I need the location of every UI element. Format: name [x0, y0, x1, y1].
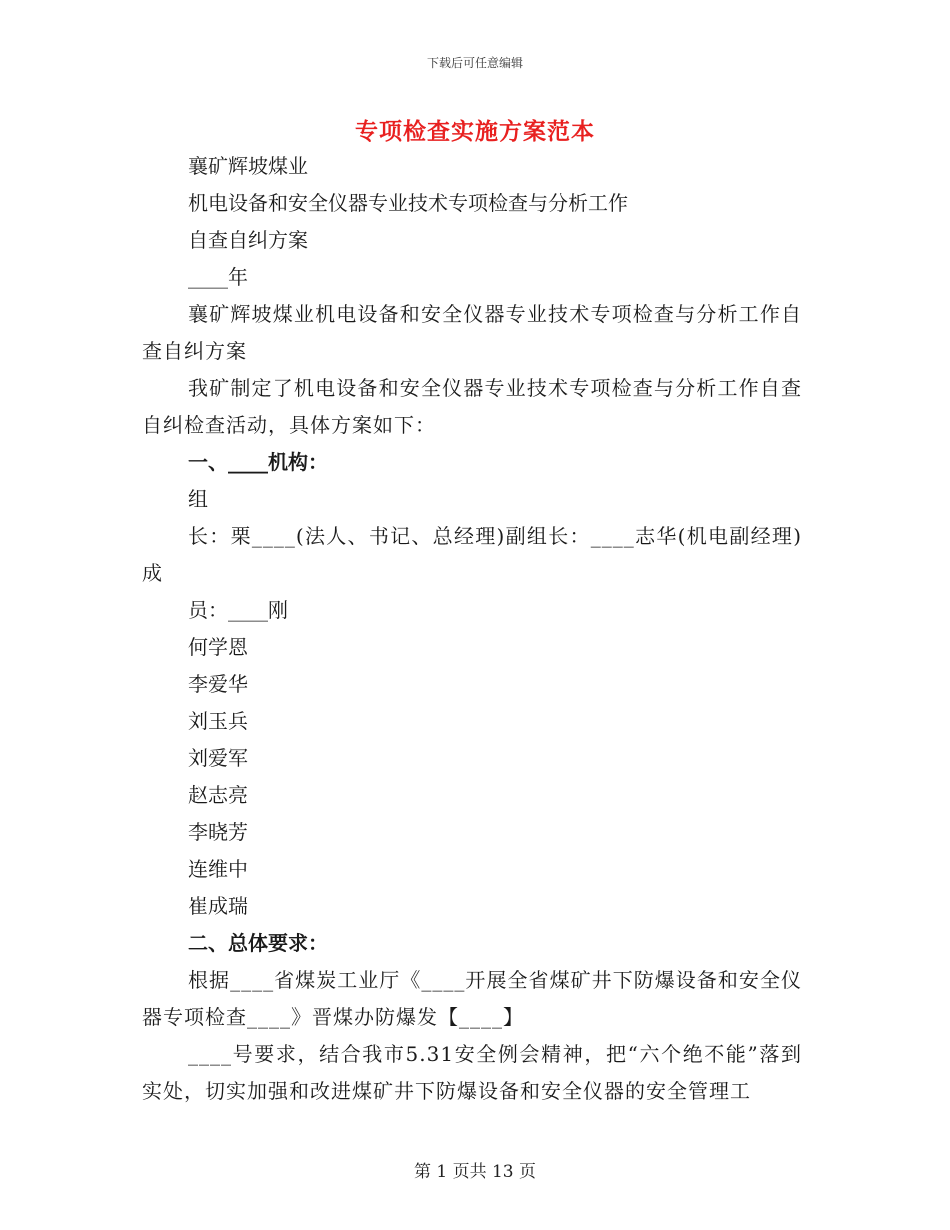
- paragraph-full-title: 襄矿辉坡煤业机电设备和安全仪器专业技术专项检查与分析工作自查自纠方案: [142, 302, 802, 363]
- paragraph-plan-name: 自查自纠方案: [188, 228, 308, 252]
- member-name: 连维中: [188, 857, 248, 881]
- section-heading-requirements: 二、总体要求：: [188, 931, 328, 955]
- document-title: 专项检查实施方案范本: [355, 118, 595, 145]
- member-name: 李晓芳: [188, 820, 248, 844]
- paragraph-intro: 我矿制定了机电设备和安全仪器专业技术专项检查与分析工作自查自纠检查活动，具体方案如下：: [142, 376, 802, 437]
- member-name: 崔成瑞: [188, 894, 248, 918]
- paragraph-group: 组: [188, 487, 208, 511]
- member-name: 刘玉兵: [188, 709, 248, 733]
- paragraph-subject: 机电设备和安全仪器专业技术专项检查与分析工作: [188, 191, 628, 215]
- document-body: [142, 148, 802, 1110]
- paragraph-basis: 根据____省煤炭工业厅《____开展全省煤矿井下防爆设备和安全仪器专项检查____》晋煤办防爆发【____】: [142, 968, 802, 1029]
- paragraph-leaders: 长：栗____(法人、书记、总经理)副组长：____志华(机电副经理)成: [142, 524, 802, 585]
- page-number: 第 1 页共 13 页: [413, 1162, 537, 1182]
- member-name: 赵志亮: [188, 783, 248, 807]
- member-name: 李爱华: [188, 672, 248, 696]
- paragraph-company: 襄矿辉坡煤业: [188, 154, 308, 178]
- paragraph-requirement: ____号要求，结合我市5.31安全例会精神，把“六个绝不能”落到实处，切实加强和改进煤矿井下防爆设备和安全仪器的安全管理工: [142, 1042, 802, 1103]
- member-name: 刘爱军: [188, 746, 248, 770]
- section-heading-organization: 一、____机构：: [188, 450, 328, 474]
- page-header-note: 下载后可任意编辑: [426, 56, 523, 70]
- paragraph-members: 员：____刚: [188, 598, 288, 622]
- paragraph-year: ____年: [188, 265, 248, 289]
- member-name: 何学恩: [188, 635, 248, 659]
